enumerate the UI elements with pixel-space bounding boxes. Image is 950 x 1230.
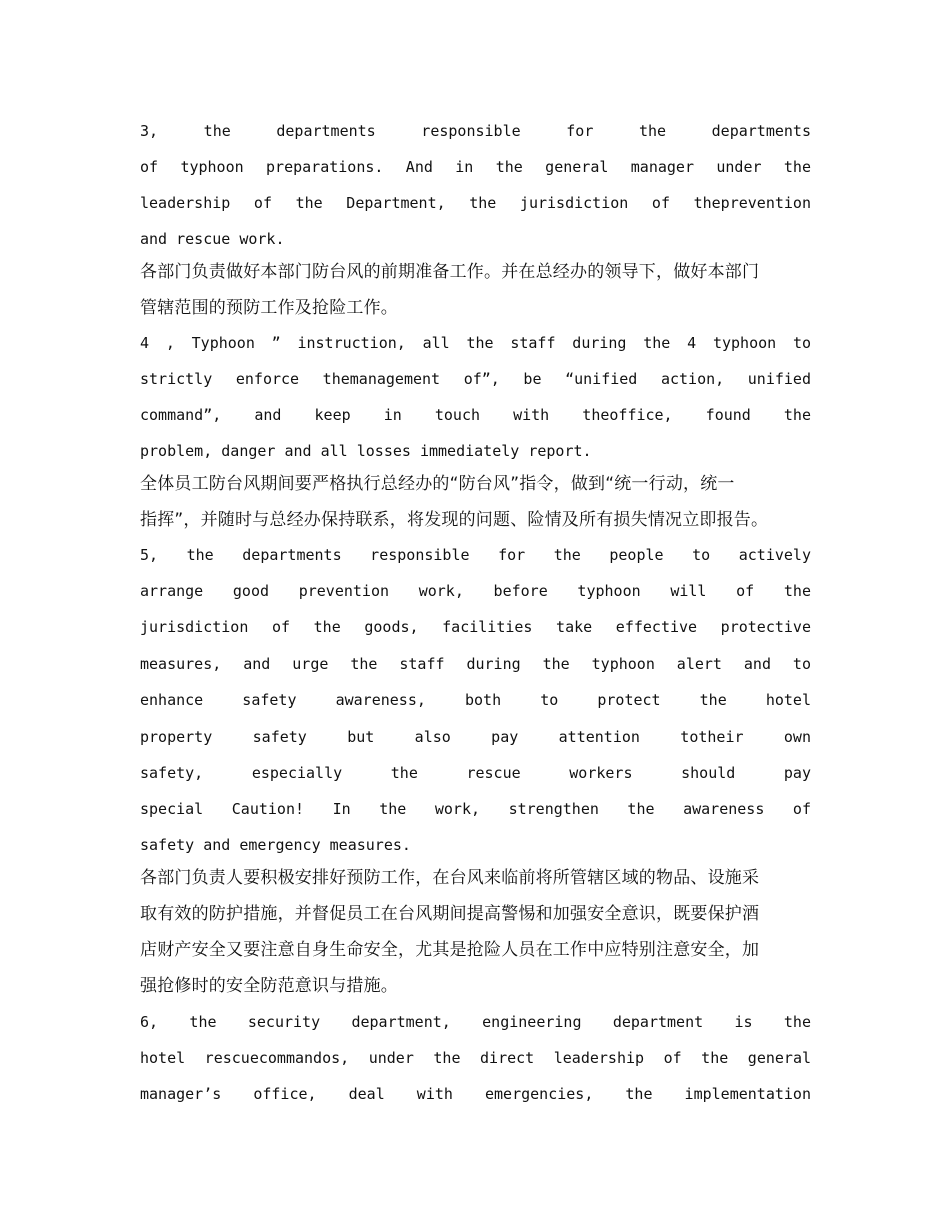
paragraph-line-english: arrange good prevention work, before typhoon will of the: [140, 582, 811, 600]
paragraph-line-english: measures, and urge the staff during the typhoon alert and to: [140, 655, 811, 673]
paragraph-line-english: 6, the security department, engineering department is the: [140, 1013, 811, 1031]
paragraph-line-chinese: 各部门负责做好本部门防台风的前期准备工作。并在总经办的领导下，做好本部门: [140, 262, 760, 282]
paragraph-line-english: 4 , Typhoon ” instruction, all the staff during the 4 typhoon to: [140, 334, 811, 352]
paragraph-line-english: enhance safety awareness, both to protect the hotel: [140, 691, 811, 709]
paragraph-line-chinese: 各部门负责人要积极安排好预防工作，在台风来临前将所管辖区域的物品、设施采: [140, 868, 760, 888]
paragraph-line-english: jurisdiction of the goods, facilities take effective protective: [140, 618, 811, 636]
paragraph-line-english: of typhoon preparations. And in the general manager under the: [140, 158, 811, 176]
paragraph-line-english: property safety but also pay attention totheir own: [140, 728, 811, 746]
paragraph-line-english: strictly enforce themanagement of”, be “unified action, unified: [140, 370, 811, 388]
paragraph-line-chinese: 强抢修时的安全防范意识与措施。: [140, 976, 398, 996]
paragraph-line-english: and rescue work.: [140, 230, 285, 248]
paragraph-line-english: safety and emergency measures.: [140, 836, 411, 854]
paragraph-line-english: special Caution! In the work, strengthen the awareness of: [140, 800, 811, 818]
paragraph-line-chinese: 取有效的防护措施，并督促员工在台风期间提高警惕和加强安全意识，既要保护酒: [140, 904, 760, 924]
paragraph-line-chinese: 管辖范围的预防工作及抢险工作。: [140, 298, 398, 318]
paragraph-line-english: manager’s office, deal with emergencies, the implementation: [140, 1085, 811, 1103]
paragraph-line-english: hotel rescuecommandos, under the direct leadership of the general: [140, 1049, 811, 1067]
paragraph-line-english: problem, danger and all losses immediately report.: [140, 442, 592, 460]
paragraph-line-english: command”, and keep in touch with theoffice, found the: [140, 406, 811, 424]
paragraph-line-english: leadership of the Department, the jurisdiction of theprevention: [140, 194, 811, 212]
paragraph-line-english: 3, the departments responsible for the departments: [140, 122, 811, 140]
paragraph-line-chinese: 全体员工防台风期间要严格执行总经办的“防台风”指令，做到“统一行动，统一: [140, 474, 735, 494]
paragraph-line-english: safety, especially the rescue workers should pay: [140, 764, 811, 782]
paragraph-line-chinese: 店财产安全又要注意自身生命安全，尤其是抢险人员在工作中应特别注意安全，加: [140, 940, 760, 960]
paragraph-line-english: 5, the departments responsible for the people to actively: [140, 546, 811, 564]
paragraph-line-chinese: 指挥”，并随时与总经办保持联系，将发现的问题、险情及所有损失情况立即报告。: [140, 510, 769, 530]
